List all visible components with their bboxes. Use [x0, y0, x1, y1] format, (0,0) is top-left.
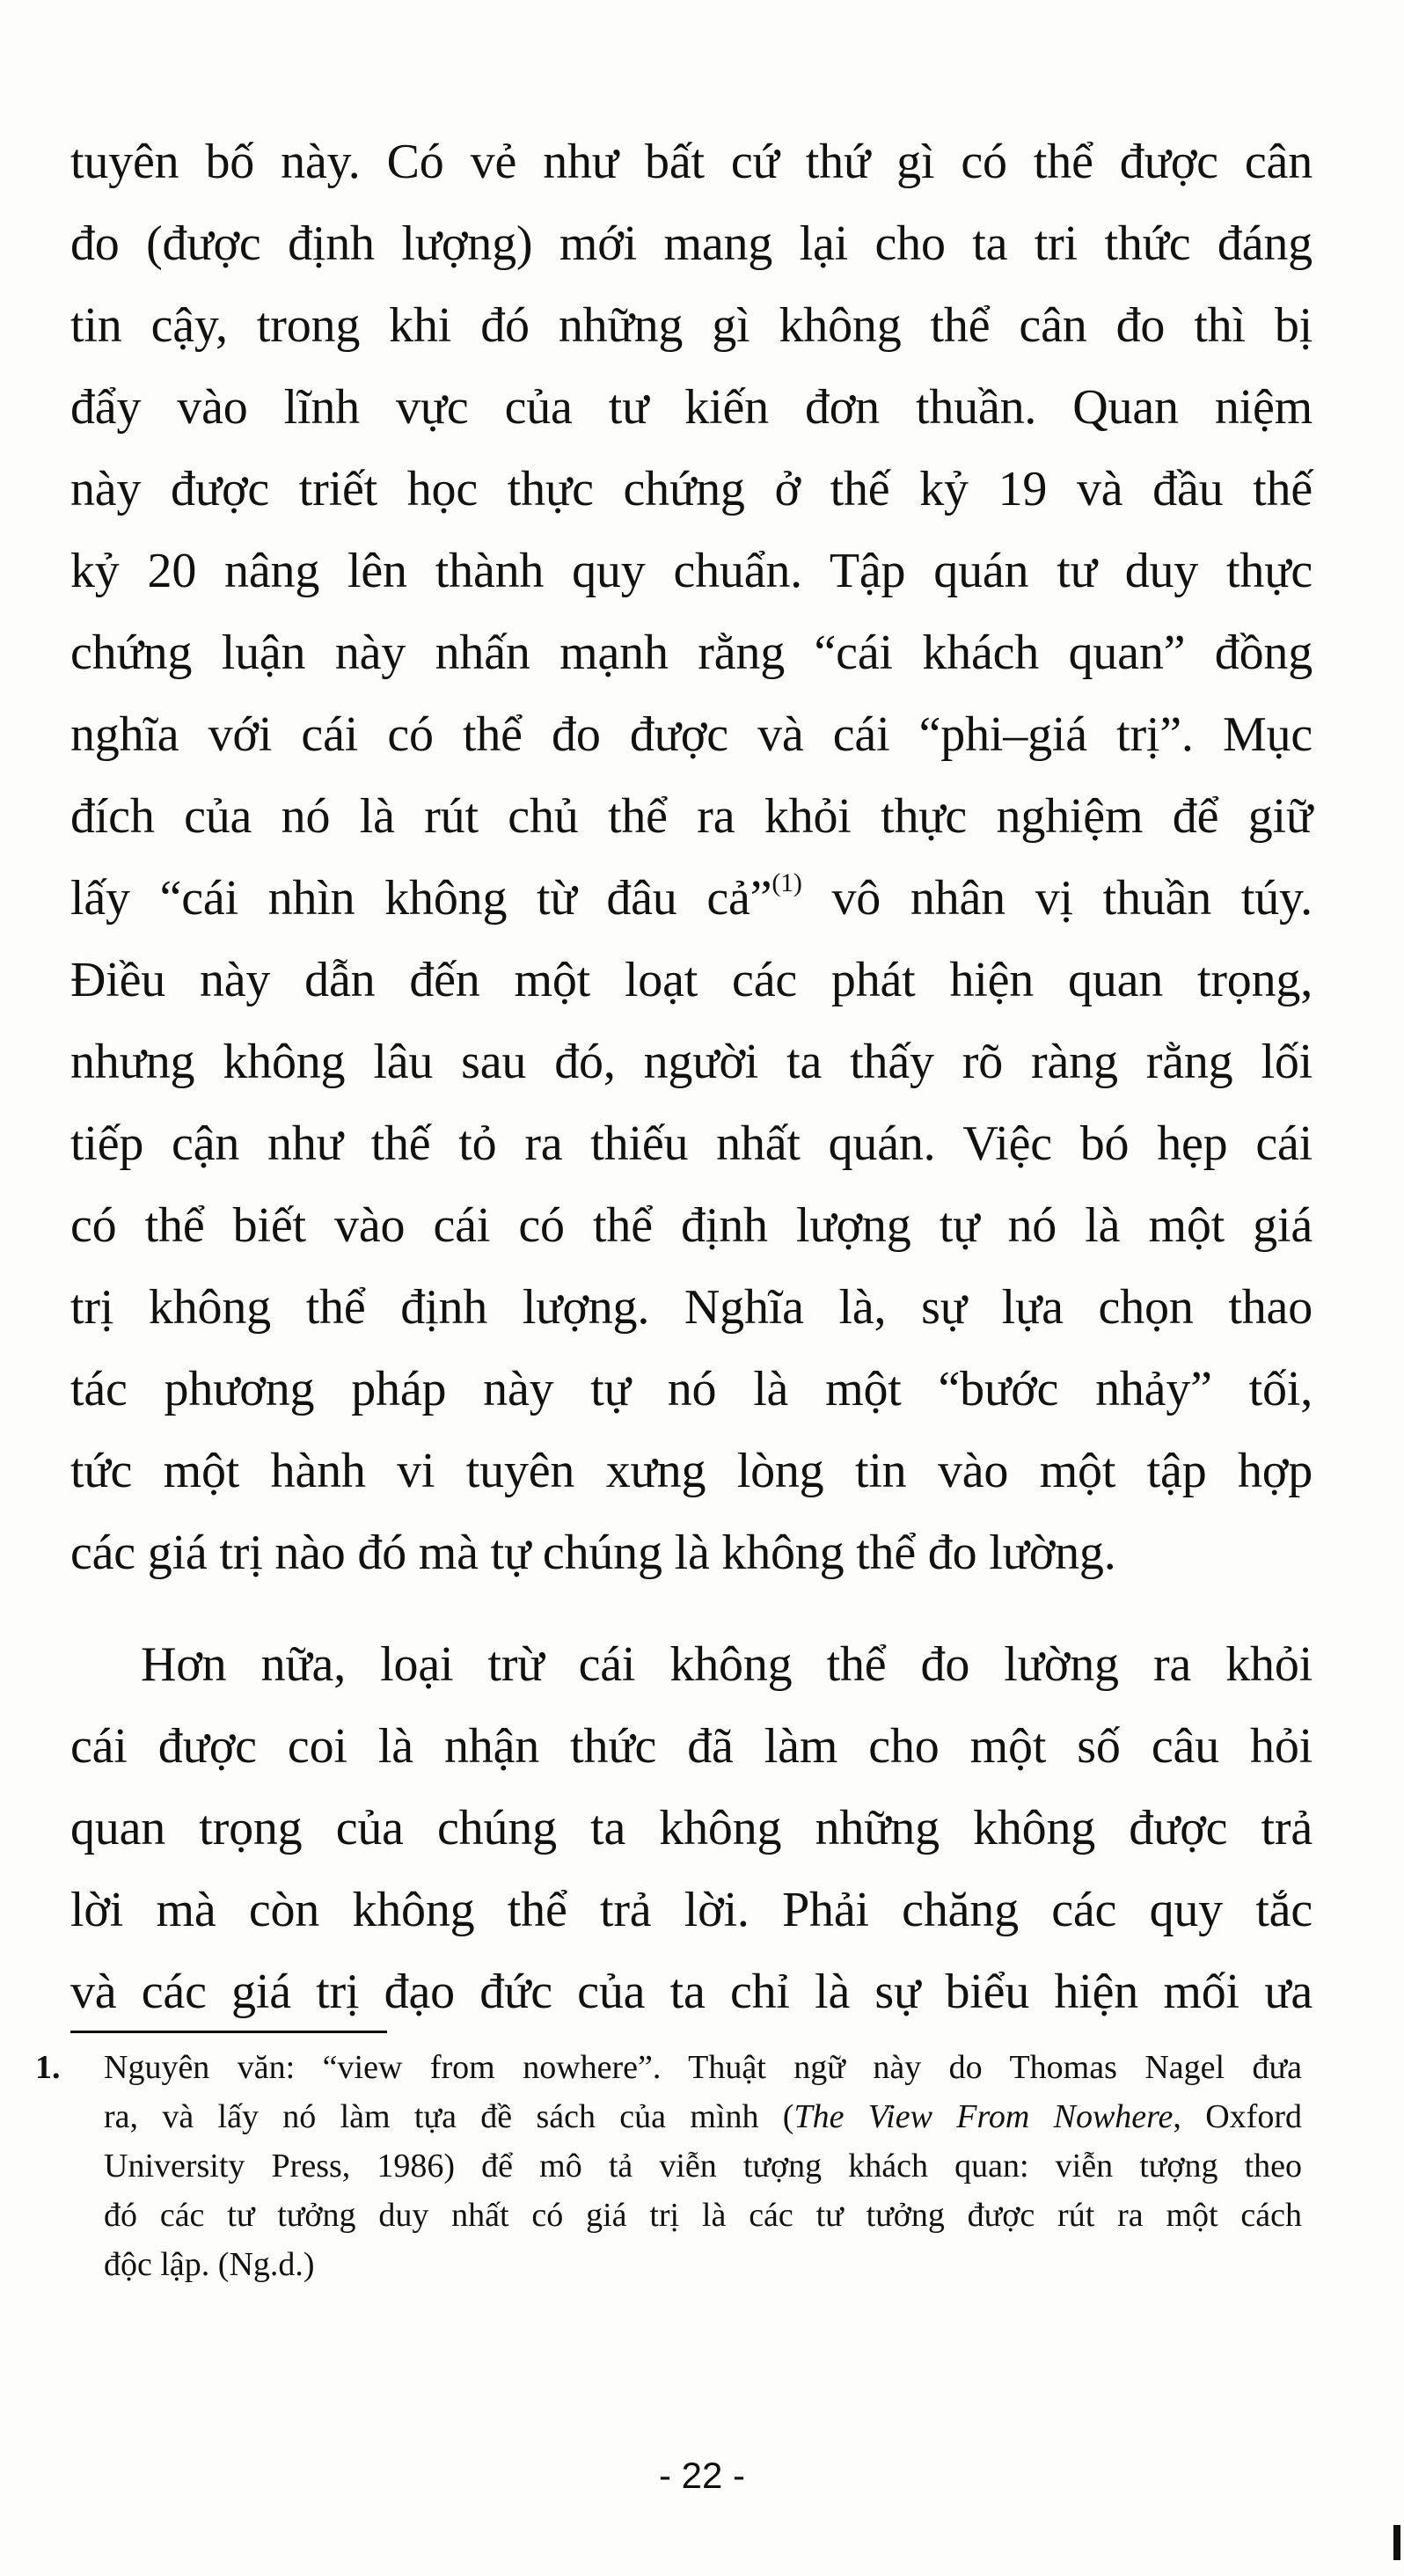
- text-line: nhưng không lâu sau đó, người ta thấy rõ ràng rằng lối: [70, 1035, 1313, 1089]
- text-line: tác phương pháp này tự nó là một “bước nhảy” tối,: [70, 1362, 1313, 1416]
- text-line: trị không thể định lượng. Nghĩa là, sự lựa chọn thao: [70, 1280, 1313, 1335]
- footnote-line: [104, 2092, 1302, 2141]
- footnote-text: [104, 2043, 1302, 2289]
- text-line: nghĩa với cái có thể đo được và cái “phi–giá trị”. Mục: [70, 707, 1313, 762]
- text-line: này được triết học thực chứng ở thế kỷ 19 và đầu thế: [70, 462, 1313, 516]
- page-number: - 22 -: [658, 2455, 746, 2496]
- text-line: tiếp cận như thế tỏ ra thiếu nhất quán. Việc bó hẹp cái: [70, 1116, 1313, 1171]
- text-line: kỷ 20 nâng lên thành quy chuẩn. Tập quán tư duy thực: [70, 544, 1313, 598]
- footnote-number: 1.: [35, 2049, 61, 2086]
- text-line: lời mà còn không thể trả lời. Phải chăng các quy tắc: [70, 1883, 1313, 1937]
- text-line: các giá trị nào đó mà tự chúng là không thể đo lường.: [70, 1526, 1116, 1580]
- footnote-line: Nguyên văn: “view from nowhere”. Thuật ngữ này do Thomas Nagel đưa: [104, 2049, 1302, 2086]
- footnote: [35, 2043, 1302, 2289]
- text-line: cái được coi là nhận thức đã làm cho một số câu hỏi: [70, 1719, 1313, 1774]
- text-line: và các giá trị đạo đức của ta chỉ là sự biểu hiện mối ưa: [70, 1965, 1313, 2019]
- footnote-line: độc lập. (Ng.d.): [104, 2246, 315, 2283]
- text-line: quan trọng của chúng ta không những không được trả: [70, 1801, 1313, 1855]
- text-fragment: , Oxford: [1173, 2098, 1302, 2135]
- text-line: tuyên bố này. Có vẻ như bất cứ thứ gì có thể được cân: [70, 135, 1313, 189]
- footnote-divider: [70, 2031, 387, 2033]
- page-edge-mark: [1393, 2525, 1400, 2560]
- text-line: chứng luận này nhấn mạnh rằng “cái khách quan” đồng: [70, 626, 1313, 680]
- book-title: The View From Nowhere: [793, 2098, 1174, 2135]
- paragraph-gap: [70, 1594, 1313, 1624]
- footnote-reference: (1): [771, 868, 802, 897]
- text-fragment: lấy “cái nhìn không từ đâu cả”: [70, 871, 772, 926]
- text-line: tin cậy, trong khi đó những gì không thể cân đo thì bị: [70, 298, 1313, 353]
- text-line: tức một hành vi tuyên xưng lòng tin vào một tập hợp: [70, 1444, 1313, 1498]
- footnote-line: University Press, 1986) để mô tả viễn tượng khách quan: viễn tượng theo: [104, 2148, 1302, 2184]
- text-fragment: vô nhân vị thuần túy.: [801, 871, 1313, 926]
- text-line: Điều này dẫn đến một loạt các phát hiện quan trọng,: [70, 953, 1313, 1007]
- text-line: có thể biết vào cái có thể định lượng tự nó là một giá: [70, 1198, 1313, 1253]
- main-text: [70, 121, 1313, 2033]
- text-line: đích của nó là rút chủ thể ra khỏi thực nghiệm để giữ: [70, 789, 1313, 844]
- footnote-row: [35, 2043, 1302, 2289]
- text-line: đẩy vào lĩnh vực của tư kiến đơn thuần. Quan niệm: [70, 380, 1313, 435]
- text-line: Hơn nữa, loại trừ cái không thể đo lường ra khỏi: [141, 1637, 1313, 1692]
- text-fragment: ra, và lấy nó làm tựa đề sách của mình (: [104, 2098, 794, 2135]
- text-line-with-footnote-ref: [70, 858, 1313, 940]
- text-line: đo (được định lượng) mới mang lại cho ta tri thức đáng: [70, 216, 1313, 271]
- footnote-line: đó các tư tưởng duy nhất có giá trị là các tư tưởng được rút ra một cách: [104, 2197, 1302, 2234]
